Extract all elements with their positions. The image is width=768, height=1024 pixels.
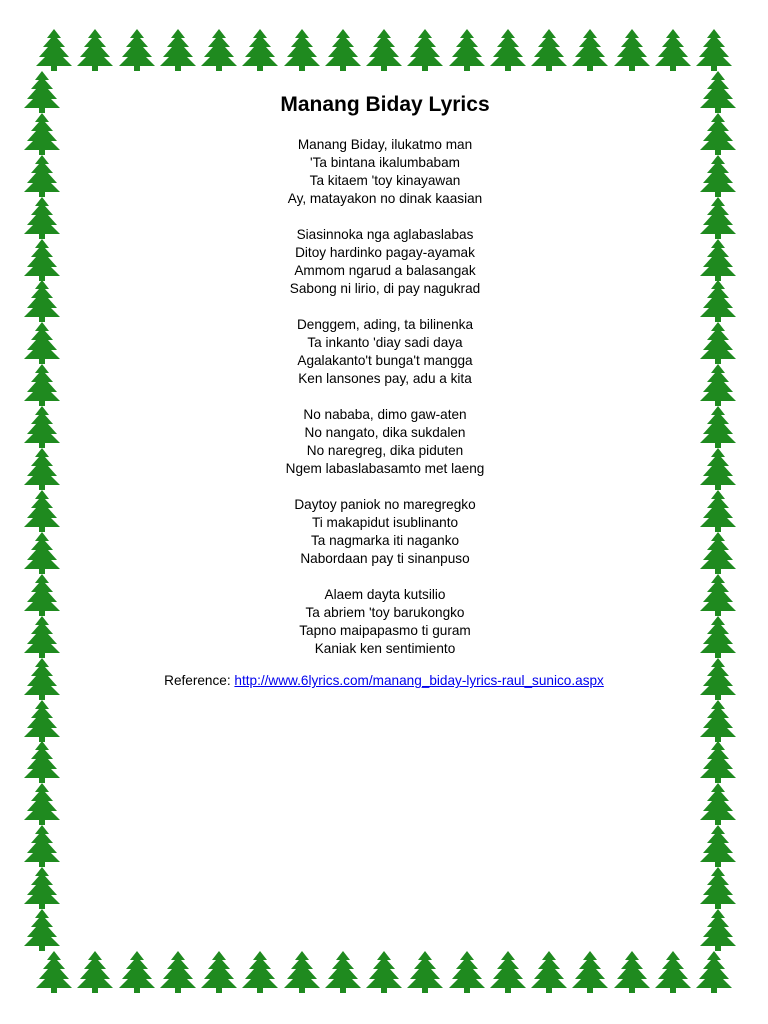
christmas-tree-icon [22,112,62,156]
christmas-tree-icon [698,699,738,743]
lyric-line: Alaem dayta kutsilio [324,587,446,602]
christmas-tree-icon [698,405,738,449]
christmas-tree-icon [698,824,738,868]
lyric-line: Ta nagmarka iti naganko [310,533,460,548]
lyric-line: 'Ta bintana ikalumbabam [310,155,460,170]
christmas-tree-icon [282,950,322,994]
christmas-tree-icon [34,950,74,994]
page-title: Manang Biday Lyrics [280,93,490,116]
christmas-tree-icon [22,405,62,449]
christmas-tree-icon [199,28,239,72]
christmas-tree-icon [22,531,62,575]
christmas-tree-icon [570,28,610,72]
christmas-tree-icon [698,321,738,365]
christmas-tree-icon [22,321,62,365]
christmas-tree-icon [488,28,528,72]
stanza [90,496,680,568]
lyric-line: Ta inkanto 'diay sadi daya [307,335,463,350]
stanza [90,586,680,658]
christmas-tree-icon [117,950,157,994]
christmas-tree-icon [570,950,610,994]
christmas-tree-icon [698,866,738,910]
lyric-line: Ti makapidut isublinanto [311,515,459,530]
christmas-tree-icon [282,28,322,72]
christmas-tree-icon [199,950,239,994]
christmas-tree-icon [405,28,445,72]
lyric-line: Ken lansones pay, adu a kita [298,371,472,386]
reference [0,672,768,690]
christmas-tree-icon [22,70,62,114]
lyric-line: Daytoy paniok no maregregko [294,497,476,512]
christmas-tree-icon [75,950,115,994]
christmas-tree-icon [694,950,734,994]
lyric-line: Tapno maipapasmo ti guram [299,623,471,638]
christmas-tree-icon [698,615,738,659]
christmas-tree-icon [22,824,62,868]
christmas-tree-icon [364,28,404,72]
christmas-tree-icon [22,489,62,533]
christmas-tree-icon [698,112,738,156]
lyric-line: Siasinnoka nga aglabaslabas [296,227,474,242]
christmas-tree-icon [488,950,528,994]
christmas-tree-icon [117,28,157,72]
christmas-tree-icon [612,28,652,72]
lyrics-body [90,136,680,658]
reference-link[interactable]: http://www.6lyrics.com/manang_biday-lyrics-raul_sunico.aspx [234,673,604,688]
lyric-line: Ta abriem 'toy barukongko [305,605,465,620]
christmas-tree-icon [698,908,738,952]
christmas-tree-icon [22,363,62,407]
christmas-tree-icon [22,154,62,198]
christmas-tree-icon [447,950,487,994]
christmas-tree-icon [698,782,738,826]
stanza [90,406,680,478]
christmas-tree-icon [405,950,445,994]
christmas-tree-icon [158,950,198,994]
lyric-line: Ay, matayakon no dinak kaasian [287,191,483,206]
christmas-tree-icon [323,28,363,72]
lyric-line: Kaniak ken sentimiento [314,641,456,656]
christmas-tree-icon [698,363,738,407]
lyric-line: No nababa, dimo gaw-aten [303,407,467,422]
christmas-tree-icon [22,279,62,323]
christmas-tree-icon [698,238,738,282]
christmas-tree-icon [22,782,62,826]
stanza [90,226,680,298]
christmas-tree-icon [22,740,62,784]
christmas-tree-icon [240,28,280,72]
christmas-tree-icon [22,908,62,952]
christmas-tree-icon [323,950,363,994]
christmas-tree-icon [698,447,738,491]
lyric-line: Sabong ni lirio, di pay nagukrad [289,281,481,296]
christmas-tree-icon [240,950,280,994]
christmas-tree-icon [22,573,62,617]
lyric-line: Ta kitaem 'toy kinayawan [309,173,461,188]
christmas-tree-icon [22,699,62,743]
christmas-tree-icon [22,615,62,659]
christmas-tree-icon [698,279,738,323]
lyric-line: No nangato, dika sukdalen [304,425,466,440]
christmas-tree-icon [22,238,62,282]
christmas-tree-icon [22,447,62,491]
christmas-tree-icon [698,740,738,784]
christmas-tree-icon [698,489,738,533]
lyric-line: Ditoy hardinko pagay-ayamak [295,245,475,260]
christmas-tree-icon [694,28,734,72]
stanza [90,136,680,208]
lyric-line: Ammom ngarud a balasangak [294,263,476,278]
reference-label: Reference: [164,673,235,688]
christmas-tree-icon [22,196,62,240]
christmas-tree-icon [158,28,198,72]
christmas-tree-icon [364,950,404,994]
christmas-tree-icon [698,196,738,240]
lyric-line: Manang Biday, ilukatmo man [297,137,473,152]
lyric-line: No naregreg, dika piduten [306,443,464,458]
christmas-tree-icon [75,28,115,72]
christmas-tree-icon [698,70,738,114]
christmas-tree-icon [22,866,62,910]
christmas-tree-icon [612,950,652,994]
christmas-tree-icon [653,950,693,994]
lyric-line: Agalakanto't bunga't mangga [297,353,473,368]
christmas-tree-icon [34,28,74,72]
lyrics-document [90,90,680,676]
christmas-tree-icon [653,28,693,72]
christmas-tree-icon [698,573,738,617]
christmas-tree-icon [698,154,738,198]
christmas-tree-icon [529,950,569,994]
christmas-tree-icon [698,531,738,575]
lyric-line: Ngem labaslabasamto met laeng [285,461,485,476]
stanza [90,316,680,388]
lyric-line: Nabordaan pay ti sinanpuso [300,551,470,566]
christmas-tree-icon [529,28,569,72]
lyric-line: Denggem, ading, ta bilinenka [296,317,474,332]
christmas-tree-icon [447,28,487,72]
